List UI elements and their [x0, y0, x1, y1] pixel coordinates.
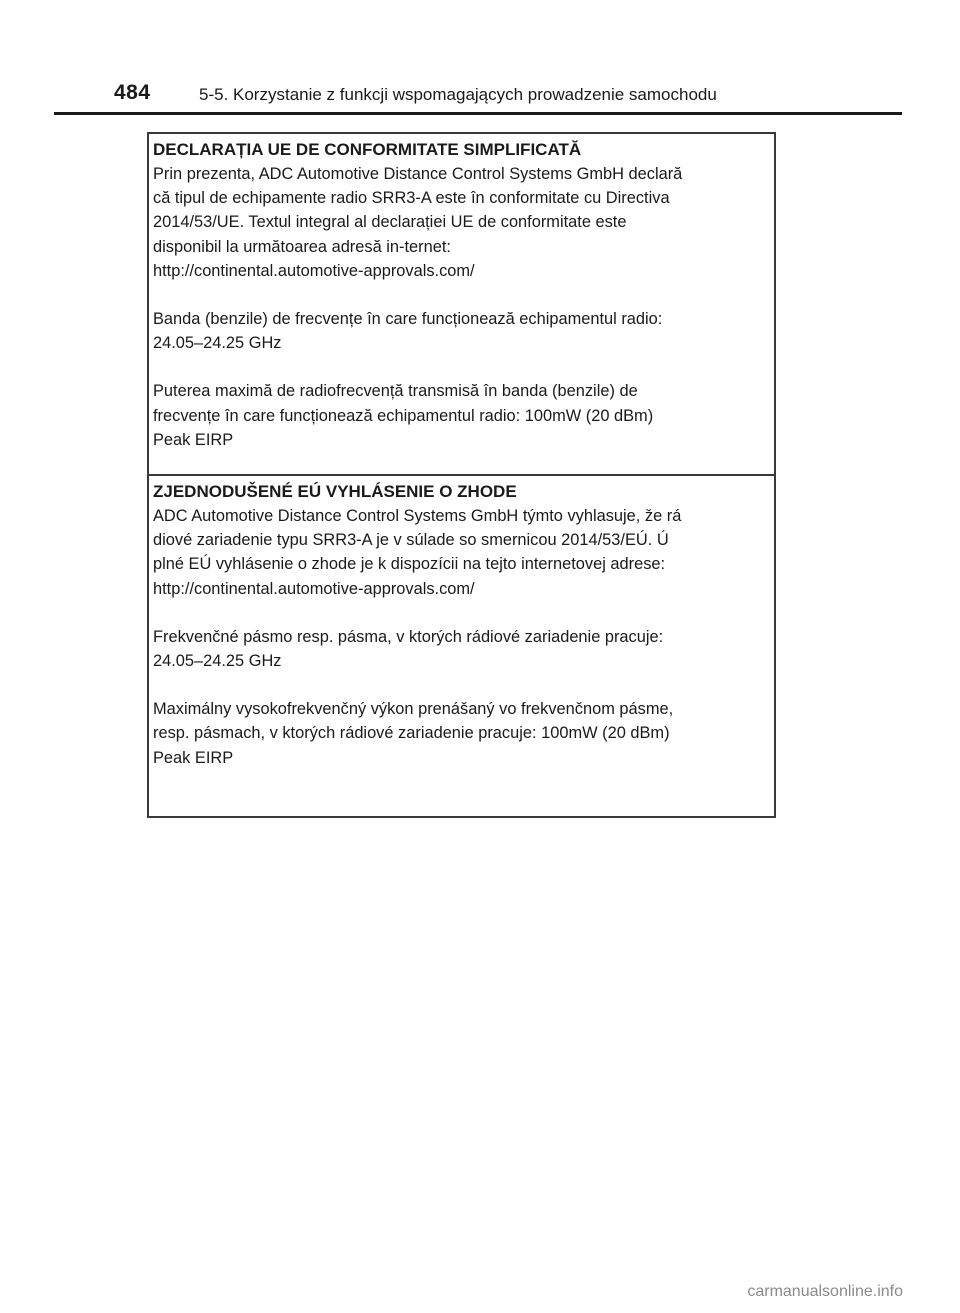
paragraph-gap [153, 673, 774, 697]
paragraph-gap [153, 355, 774, 379]
page-number: 484 [114, 81, 151, 104]
page-header [54, 78, 902, 114]
declaration-paragraph: ADC Automotive Distance Control Systems GmbH týmto vyhlasuje, že rá diové zariadenie typu SRR3-A je v súlade so smernicou 2014/53/EÚ. Ú plné EÚ vyhlásenie o zhode je k dispozícii na tejto internetovej adrese: http://continental.automotive-approvals.com/ [153, 507, 682, 598]
paragraph-gap [153, 601, 774, 625]
watermark: carmanualsonline.info [747, 1283, 903, 1300]
declaration-paragraph: Frekvenčné pásmo resp. pásma, v ktorých rádiové zariadenie pracuje: 24.05–24.25 GHz [153, 627, 664, 671]
declaration-slovak [149, 476, 774, 816]
declaration-box [147, 132, 776, 818]
declaration-paragraph: Puterea maximă de radiofrecvență transmisă în banda (benzile) de frecvențe în care funcționează echipamentul radio: 100mW (20 dBm) Peak EIRP [153, 382, 654, 449]
declaration-paragraph: Maximálny vysokofrekvenčný výkon prenášaný vo frekvenčnom pásme, resp. pásmach, v ktorých rádiové zariadenie pracuje: 100mW (20 dBm) Peak EIRP [153, 700, 674, 767]
declaration-paragraph: Banda (benzile) de frecvențe în care funcționează echipamentul radio: 24.05–24.25 GHz [153, 310, 663, 353]
paragraph-gap [153, 283, 774, 307]
declaration-paragraph: Prin prezenta, ADC Automotive Distance Control Systems GmbH declară că tipul de echipamente radio SRR3-A este în conformitate cu Directiva 2014/53/UE. Textul integral al declarației UE de conformitate este disponibil la următoarea adresă in-ternet: http://continental.automotive-approvals.com/ [153, 165, 683, 280]
header-divider [54, 112, 902, 115]
declaration-heading: ZJEDNODUŠENÉ EÚ VYHLÁSENIE O ZHODE [153, 482, 517, 501]
section-title: 5-5. Korzystanie z funkcji wspomagających prowadzenie samochodu [199, 85, 717, 104]
declaration-romanian [149, 134, 774, 476]
declaration-heading: DECLARAȚIA UE DE CONFORMITATE SIMPLIFICATĂ [153, 140, 582, 159]
